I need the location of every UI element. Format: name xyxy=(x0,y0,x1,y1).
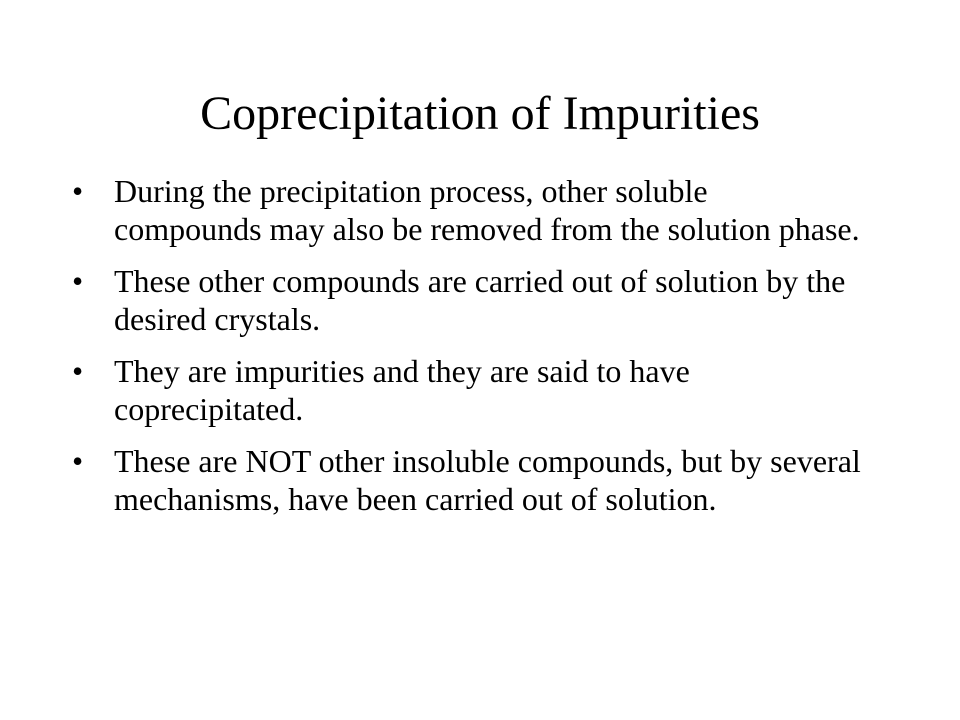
bullet-marker-icon: • xyxy=(72,173,84,209)
bullet-marker-icon: • xyxy=(72,263,84,299)
bullet-text-3: They are impurities and they are said to have coprecipitated. xyxy=(114,353,690,427)
bullet-list xyxy=(72,172,862,532)
bullet-text-1: During the precipitation process, other soluble compounds may also be removed from the solution phase. xyxy=(114,173,860,247)
bullet-item-1 xyxy=(72,172,862,248)
bullet-item-4 xyxy=(72,442,862,518)
slide-title: Coprecipitation of Impurities xyxy=(200,87,760,140)
bullet-text-4: These are NOT other insoluble compounds, but by several mechanisms, have been carried out of solution. xyxy=(114,443,861,517)
bullet-item-2 xyxy=(72,262,862,338)
bullet-marker-icon: • xyxy=(72,443,84,479)
bullet-marker-icon: • xyxy=(72,353,84,389)
bullet-text-2: These other compounds are carried out of solution by the desired crystals. xyxy=(114,263,846,337)
bullet-item-3 xyxy=(72,352,862,428)
